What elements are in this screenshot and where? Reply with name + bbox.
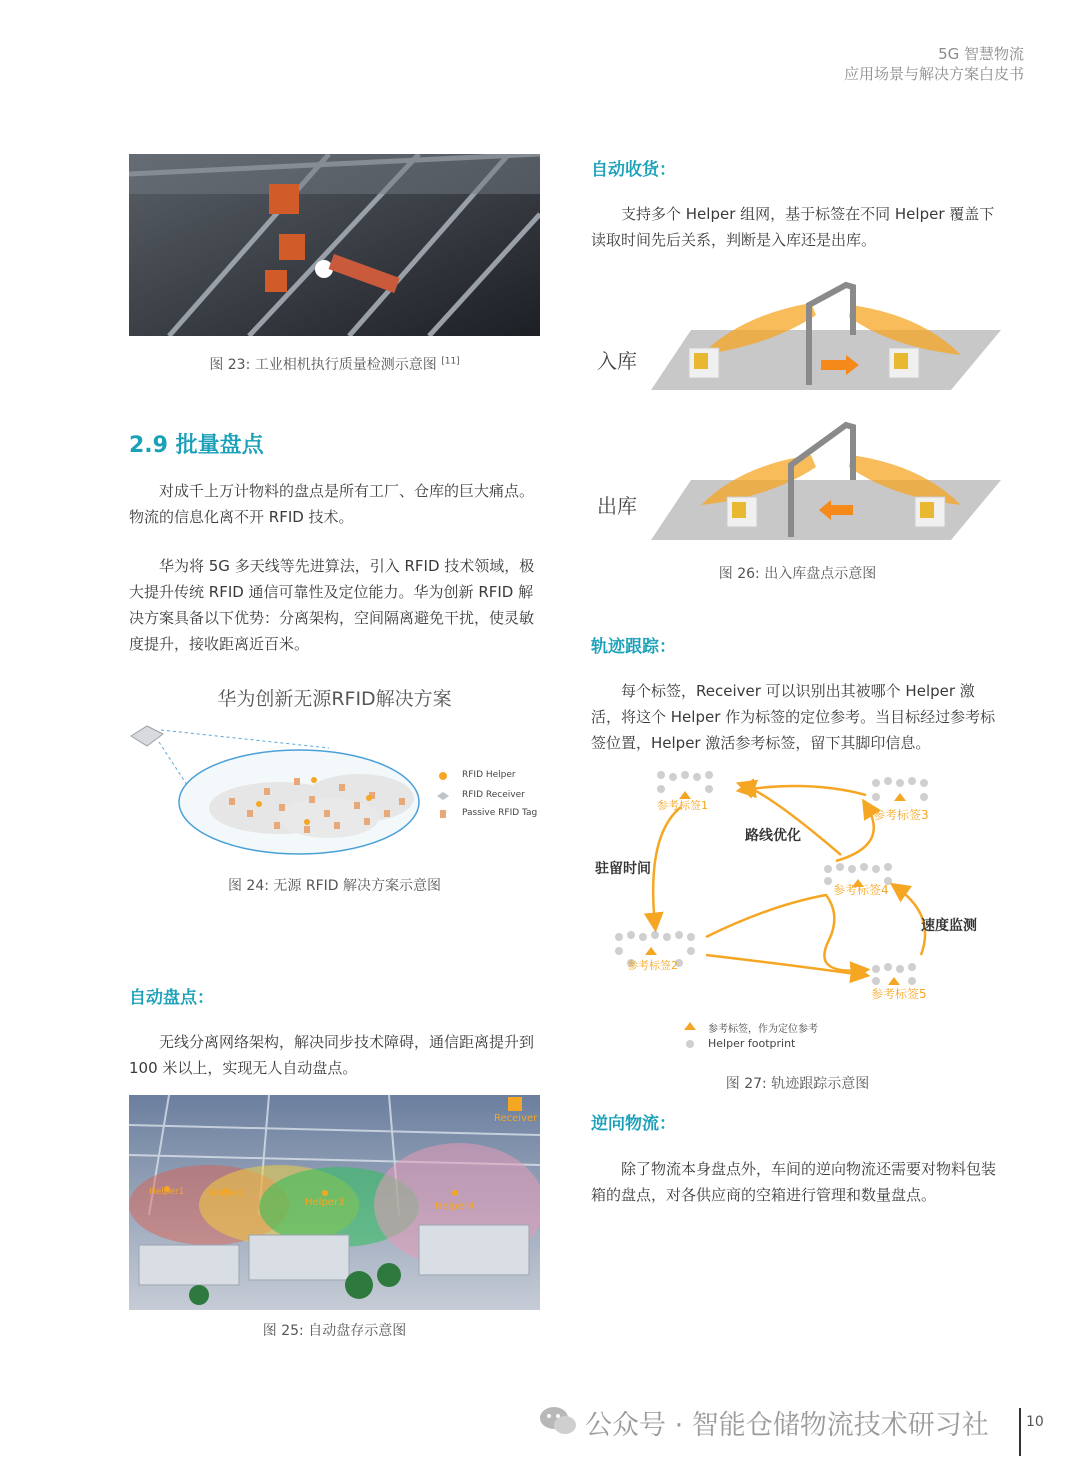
track-label-route: 路线优化 xyxy=(745,828,801,844)
rfid-diagram-title: 华为创新无源RFID解决方案 xyxy=(217,688,452,710)
track-tag-4: 参考标签4 xyxy=(833,883,889,897)
fig26-diagram xyxy=(591,275,1004,550)
fig23-caption xyxy=(129,354,540,374)
warehouse-helper4-label: Helper4 xyxy=(435,1201,475,1212)
inbound-label: 入库 xyxy=(597,349,637,373)
section-paragraph-2: 华为将 5G 多天线等先进算法，引入 RFID 技术领域，极大提升传统 RFID 通信可靠性及定位能力。华为创新 RFID 解决方案具备以下优势：分离架构，空间隔离避免干扰，使灵敏度提升，接收距离近百米。 xyxy=(129,557,535,653)
fig25-photo xyxy=(129,1095,540,1310)
track-title: 轨迹跟踪： xyxy=(591,637,676,657)
fig23-caption-text: 图 23: 工业相机执行质量检测示意图 xyxy=(209,357,437,373)
warehouse-helper3-label: Helper3 xyxy=(305,1197,345,1208)
section-title: 2.9 批量盘点 xyxy=(129,433,264,458)
track-tag-1: 参考标签1 xyxy=(657,799,708,812)
auto-count-title: 自动盘点： xyxy=(129,988,214,1008)
track-legend-tag: 参考标签，作为定位参考 xyxy=(708,1024,818,1035)
page-number: 10 xyxy=(1026,1414,1044,1430)
track-tag-5: 参考标签5 xyxy=(871,987,927,1001)
track-tag-3: 参考标签3 xyxy=(873,808,929,822)
footer-watermark: 公众号 · 智能仓储物流技术研习社 xyxy=(585,1410,989,1441)
warehouse-helper2-label: Helper2 xyxy=(209,1189,245,1199)
running-header xyxy=(844,44,1024,84)
warehouse-helper1-label: Helper1 xyxy=(149,1187,185,1197)
reverse-title: 逆向物流： xyxy=(591,1114,676,1134)
auto-count-text: 无线分离网络架构，解决同步技术障碍，通信距离提升到 100 米以上，实现无人自动盘点。 xyxy=(129,1033,535,1077)
fig23-reference: [11] xyxy=(441,356,460,367)
fig25-caption: 图 25: 自动盘存示意图 xyxy=(262,1323,407,1339)
fig27-diagram xyxy=(591,765,1004,1055)
rfid-diagram xyxy=(129,718,540,868)
track-text: 每个标签，Receiver 可以识别出其被哪个 Helper 激活，将这个 Helper 作为标签的定位参考。当目标经过参考标签位置，Helper 激活参考标签，留下其脚印信息。 xyxy=(591,682,996,752)
track-legend-footprint: Helper footprint xyxy=(708,1037,796,1050)
fig24-caption: 图 24: 无源 RFID 解决方案示意图 xyxy=(227,878,442,894)
track-label-dwell: 驻留时间 xyxy=(595,861,651,877)
track-label-speed: 速度监测 xyxy=(921,918,977,934)
fig27-caption: 图 27: 轨迹跟踪示意图 xyxy=(725,1076,870,1092)
header-line1: 5G 智慧物流 xyxy=(938,45,1024,63)
auto-receive-text: 支持多个 Helper 组网，基于标签在不同 Helper 覆盖下读取时间先后关系，判断是入库还是出库。 xyxy=(591,205,995,249)
rfid-legend-tag: Passive RFID Tag xyxy=(462,808,538,818)
outbound-label: 出库 xyxy=(597,494,637,518)
wechat-icon xyxy=(538,1403,578,1439)
section-paragraph-1: 对成千上万计物料的盘点是所有工厂、仓库的巨大痛点。物流的信息化离不开 RFID 技术。 xyxy=(129,482,535,526)
page-number-divider xyxy=(1019,1408,1021,1456)
header-line2: 应用场景与解决方案白皮书 xyxy=(843,65,1024,83)
reverse-text: 除了物流本身盘点外，车间的逆向物流还需要对物料包装箱的盘点，对各供应商的空箱进行管理和数量盘点。 xyxy=(591,1160,997,1204)
rfid-legend-helper: RFID Helper xyxy=(462,770,516,780)
warehouse-receiver-label: Receiver xyxy=(494,1113,538,1124)
fig26-caption: 图 26: 出入库盘点示意图 xyxy=(718,566,877,582)
rfid-legend-receiver: RFID Receiver xyxy=(462,790,525,800)
auto-receive-title: 自动收货： xyxy=(591,160,676,180)
fig23-photo xyxy=(129,154,540,336)
track-tag-2: 参考标签2 xyxy=(627,959,678,972)
